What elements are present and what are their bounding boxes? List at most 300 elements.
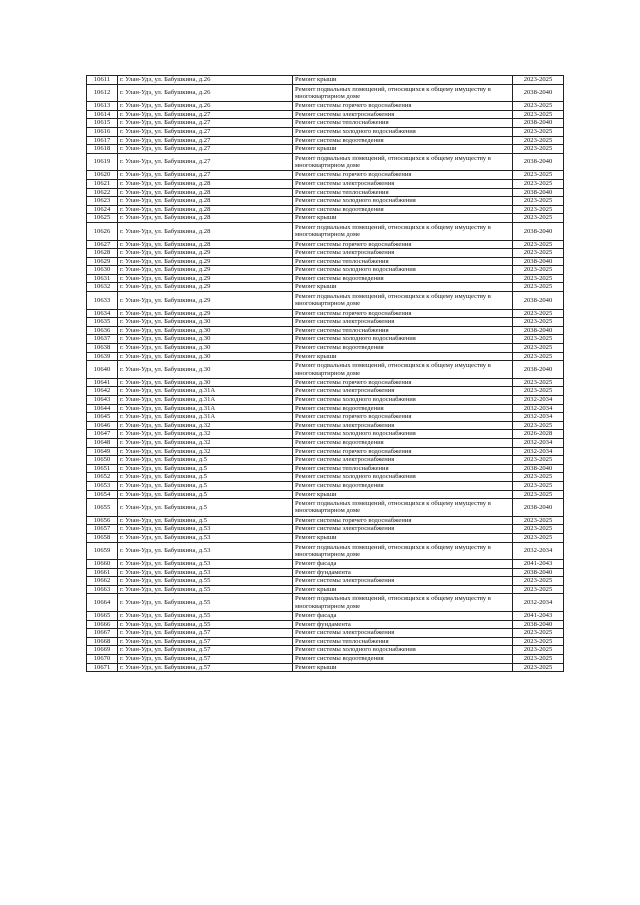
row-address: г. Улан-Удэ, ул. Бабушкина, д.27 (118, 171, 293, 180)
row-number: 10663 (87, 585, 118, 594)
row-number: 10651 (87, 464, 118, 473)
row-work-type: Ремонт крыши (293, 352, 513, 361)
row-address: г. Улан-Удэ, ул. Бабушкина, д.26 (118, 76, 293, 85)
row-number: 10666 (87, 620, 118, 629)
row-period: 2023-2025 (513, 76, 564, 85)
row-address: г. Улан-Удэ, ул. Бабушкина, д.28 (118, 214, 293, 223)
row-number: 10661 (87, 568, 118, 577)
row-number: 10670 (87, 655, 118, 664)
table-row (87, 344, 564, 353)
row-period: 2023-2025 (513, 481, 564, 490)
row-work-type: Ремонт системы холодного водоснабжения (293, 127, 513, 136)
row-work-type: Ремонт подвальных помещений, относящихся к общему имуществу в многоквартирном доме (293, 292, 513, 310)
table-row (87, 438, 564, 447)
row-work-type: Ремонт системы водоотведения (293, 274, 513, 283)
row-work-type: Ремонт фасада (293, 612, 513, 621)
row-work-type: Ремонт системы холодного водоснабжения (293, 197, 513, 206)
row-period: 2038-2040 (513, 257, 564, 266)
row-work-type: Ремонт системы теплоснабжения (293, 326, 513, 335)
row-period: 2023-2025 (513, 473, 564, 482)
row-address: г. Улан-Удэ, ул. Бабушкина, д.53 (118, 568, 293, 577)
row-number: 10612 (87, 84, 118, 102)
row-number: 10654 (87, 490, 118, 499)
row-work-type: Ремонт крыши (293, 533, 513, 542)
table-row (87, 499, 564, 517)
table-row (87, 110, 564, 119)
row-address: г. Улан-Удэ, ул. Бабушкина, д.29 (118, 274, 293, 283)
table-row (87, 620, 564, 629)
row-address: г. Улан-Удэ, ул. Бабушкина, д.5 (118, 456, 293, 465)
row-address: г. Улан-Удэ, ул. Бабушкина, д.55 (118, 594, 293, 612)
table-row (87, 257, 564, 266)
table-row (87, 430, 564, 439)
row-number: 10641 (87, 378, 118, 387)
row-work-type: Ремонт системы теплоснабжения (293, 188, 513, 197)
row-work-type: Ремонт фундамента (293, 568, 513, 577)
row-period: 2032-2034 (513, 594, 564, 612)
row-period: 2023-2025 (513, 585, 564, 594)
row-number: 10638 (87, 344, 118, 353)
row-work-type: Ремонт системы электроснабжения (293, 318, 513, 327)
row-work-type: Ремонт системы электроснабжения (293, 577, 513, 586)
row-address: г. Улан-Удэ, ул. Бабушкина, д.28 (118, 188, 293, 197)
row-work-type: Ремонт крыши (293, 585, 513, 594)
row-number: 10646 (87, 421, 118, 430)
row-number: 10630 (87, 266, 118, 275)
table-row (87, 352, 564, 361)
row-address: г. Улан-Удэ, ул. Бабушкина, д.29 (118, 309, 293, 318)
row-work-type: Ремонт системы холодного водоснабжения (293, 335, 513, 344)
row-address: г. Улан-Удэ, ул. Бабушкина, д.30 (118, 335, 293, 344)
table-row (87, 335, 564, 344)
row-number: 10664 (87, 594, 118, 612)
row-period: 2032-2034 (513, 438, 564, 447)
row-address: г. Улан-Удэ, ул. Бабушкина, д.27 (118, 119, 293, 128)
row-address: г. Улан-Удэ, ул. Бабушкина, д.29 (118, 283, 293, 292)
row-period: 2023-2025 (513, 387, 564, 396)
row-work-type: Ремонт системы холодного водоснабжения (293, 430, 513, 439)
row-work-type: Ремонт системы горячего водоснабжения (293, 309, 513, 318)
row-address: г. Улан-Удэ, ул. Бабушкина, д.26 (118, 102, 293, 111)
row-address: г. Улан-Удэ, ул. Бабушкина, д.5 (118, 490, 293, 499)
row-period: 2023-2025 (513, 274, 564, 283)
row-period: 2023-2025 (513, 516, 564, 525)
row-address: г. Улан-Удэ, ул. Бабушкина, д.55 (118, 577, 293, 586)
row-work-type: Ремонт системы теплоснабжения (293, 464, 513, 473)
row-period: 2038-2040 (513, 568, 564, 577)
row-number: 10618 (87, 145, 118, 154)
row-period: 2023-2025 (513, 335, 564, 344)
row-address: г. Улан-Удэ, ул. Бабушкина, д.32 (118, 421, 293, 430)
row-work-type: Ремонт системы электроснабжения (293, 387, 513, 396)
table-row (87, 421, 564, 430)
row-address: г. Улан-Удэ, ул. Бабушкина, д.28 (118, 205, 293, 214)
row-period: 2023-2025 (513, 179, 564, 188)
row-period: 2023-2025 (513, 240, 564, 249)
table-row (87, 292, 564, 310)
row-period: 2023-2025 (513, 309, 564, 318)
row-work-type: Ремонт системы электроснабжения (293, 249, 513, 258)
row-number: 10662 (87, 577, 118, 586)
row-number: 10627 (87, 240, 118, 249)
table-row (87, 464, 564, 473)
row-work-type: Ремонт системы холодного водоснабжения (293, 396, 513, 405)
row-number: 10657 (87, 525, 118, 534)
row-work-type: Ремонт подвальных помещений, относящихся к общему имуществу в многоквартирном доме (293, 542, 513, 560)
row-number: 10616 (87, 127, 118, 136)
row-work-type: Ремонт системы электроснабжения (293, 110, 513, 119)
table-row (87, 179, 564, 188)
row-work-type: Ремонт подвальных помещений, относящихся к общему имуществу в многоквартирном доме (293, 84, 513, 102)
row-period: 2023-2025 (513, 344, 564, 353)
row-period: 2023-2025 (513, 102, 564, 111)
row-work-type: Ремонт системы холодного водоснабжения (293, 266, 513, 275)
row-work-type: Ремонт системы горячего водоснабжения (293, 240, 513, 249)
row-work-type: Ремонт крыши (293, 76, 513, 85)
row-work-type: Ремонт системы горячего водоснабжения (293, 447, 513, 456)
table-row (87, 447, 564, 456)
row-period: 2023-2025 (513, 136, 564, 145)
row-address: г. Улан-Удэ, ул. Бабушкина, д.53 (118, 533, 293, 542)
row-number: 10613 (87, 102, 118, 111)
table-row (87, 188, 564, 197)
table-row (87, 516, 564, 525)
table-row (87, 637, 564, 646)
table-row (87, 490, 564, 499)
row-address: г. Улан-Удэ, ул. Бабушкина, д.28 (118, 197, 293, 206)
row-address: г. Улан-Удэ, ул. Бабушкина, д.27 (118, 153, 293, 171)
table-row (87, 404, 564, 413)
table-row (87, 533, 564, 542)
row-number: 10611 (87, 76, 118, 85)
row-address: г. Улан-Удэ, ул. Бабушкина, д.30 (118, 352, 293, 361)
row-period: 2023-2025 (513, 456, 564, 465)
row-number: 10653 (87, 481, 118, 490)
row-address: г. Улан-Удэ, ул. Бабушкина, д.57 (118, 663, 293, 672)
row-work-type: Ремонт системы горячего водоснабжения (293, 102, 513, 111)
row-number: 10624 (87, 205, 118, 214)
row-address: г. Улан-Удэ, ул. Бабушкина, д.55 (118, 585, 293, 594)
row-number: 10640 (87, 361, 118, 379)
row-address: г. Улан-Удэ, ул. Бабушкина, д.32 (118, 438, 293, 447)
row-period: 2026-2028 (513, 430, 564, 439)
row-work-type: Ремонт системы горячего водоснабжения (293, 378, 513, 387)
row-period: 2023-2025 (513, 145, 564, 154)
row-number: 10636 (87, 326, 118, 335)
row-address: г. Улан-Удэ, ул. Бабушкина, д.32 (118, 430, 293, 439)
table-row (87, 663, 564, 672)
row-work-type: Ремонт системы водоотведения (293, 344, 513, 353)
row-address: г. Улан-Удэ, ул. Бабушкина, д.29 (118, 249, 293, 258)
row-number: 10631 (87, 274, 118, 283)
table-row (87, 249, 564, 258)
row-period: 2032-2034 (513, 413, 564, 422)
table-row (87, 102, 564, 111)
row-number: 10629 (87, 257, 118, 266)
row-number: 10621 (87, 179, 118, 188)
row-work-type: Ремонт крыши (293, 145, 513, 154)
table-row (87, 309, 564, 318)
row-work-type: Ремонт системы электроснабжения (293, 525, 513, 534)
row-address: г. Улан-Удэ, ул. Бабушкина, д.5 (118, 481, 293, 490)
row-work-type: Ремонт системы электроснабжения (293, 179, 513, 188)
row-work-type: Ремонт подвальных помещений, относящихся к общему имуществу в многоквартирном доме (293, 153, 513, 171)
table-row (87, 197, 564, 206)
table-row (87, 214, 564, 223)
row-period: 2023-2025 (513, 352, 564, 361)
row-address: г. Улан-Удэ, ул. Бабушкина, д.32 (118, 447, 293, 456)
row-work-type: Ремонт системы горячего водоснабжения (293, 171, 513, 180)
row-address: г. Улан-Удэ, ул. Бабушкина, д.29 (118, 266, 293, 275)
table-body (87, 76, 564, 672)
table-row (87, 568, 564, 577)
row-address: г. Улан-Удэ, ул. Бабушкина, д.30 (118, 318, 293, 327)
row-address: г. Улан-Удэ, ул. Бабушкина, д.28 (118, 222, 293, 240)
row-work-type: Ремонт системы водоотведения (293, 481, 513, 490)
row-number: 10626 (87, 222, 118, 240)
row-period: 2023-2025 (513, 629, 564, 638)
row-period: 2023-2025 (513, 205, 564, 214)
row-number: 10623 (87, 197, 118, 206)
row-period: 2038-2040 (513, 361, 564, 379)
table-row (87, 577, 564, 586)
row-address: г. Улан-Удэ, ул. Бабушкина, д.27 (118, 136, 293, 145)
row-number: 10644 (87, 404, 118, 413)
row-period: 2023-2025 (513, 421, 564, 430)
row-address: г. Улан-Удэ, ул. Бабушкина, д.29 (118, 292, 293, 310)
row-address: г. Улан-Удэ, ул. Бабушкина, д.57 (118, 637, 293, 646)
row-period: 2038-2040 (513, 464, 564, 473)
row-period: 2038-2040 (513, 119, 564, 128)
table-row (87, 456, 564, 465)
row-period: 2023-2025 (513, 378, 564, 387)
row-address: г. Улан-Удэ, ул. Бабушкина, д.55 (118, 620, 293, 629)
row-number: 10637 (87, 335, 118, 344)
row-period: 2023-2025 (513, 110, 564, 119)
row-address: г. Улан-Удэ, ул. Бабушкина, д.27 (118, 127, 293, 136)
table-row (87, 387, 564, 396)
row-number: 10671 (87, 663, 118, 672)
row-number: 10633 (87, 292, 118, 310)
row-work-type: Ремонт системы горячего водоснабжения (293, 413, 513, 422)
row-address: г. Улан-Удэ, ул. Бабушкина, д.27 (118, 145, 293, 154)
row-period: 2023-2025 (513, 533, 564, 542)
table-row (87, 525, 564, 534)
row-number: 10617 (87, 136, 118, 145)
row-period: 2023-2025 (513, 646, 564, 655)
table-row (87, 542, 564, 560)
row-period: 2023-2025 (513, 283, 564, 292)
row-period: 2041-2043 (513, 560, 564, 569)
row-period: 2041-2043 (513, 612, 564, 621)
row-period: 2038-2040 (513, 153, 564, 171)
row-number: 10620 (87, 171, 118, 180)
row-work-type: Ремонт крыши (293, 490, 513, 499)
row-number: 10645 (87, 413, 118, 422)
table-row (87, 655, 564, 664)
row-address: г. Улан-Удэ, ул. Бабушкина, д.5 (118, 499, 293, 517)
table-row (87, 594, 564, 612)
row-work-type: Ремонт крыши (293, 214, 513, 223)
row-work-type: Ремонт системы водоотведения (293, 655, 513, 664)
row-period: 2038-2040 (513, 292, 564, 310)
row-period: 2038-2040 (513, 84, 564, 102)
row-address: г. Улан-Удэ, ул. Бабушкина, д.29 (118, 257, 293, 266)
row-period: 2038-2040 (513, 326, 564, 335)
row-period: 2023-2025 (513, 171, 564, 180)
table-row (87, 413, 564, 422)
row-period: 2038-2040 (513, 499, 564, 517)
row-address: г. Улан-Удэ, ул. Бабушкина, д.30 (118, 378, 293, 387)
table-row (87, 222, 564, 240)
table-row (87, 205, 564, 214)
row-period: 2023-2025 (513, 214, 564, 223)
row-period: 2023-2025 (513, 127, 564, 136)
row-period: 2023-2025 (513, 197, 564, 206)
table-row (87, 274, 564, 283)
row-work-type: Ремонт системы холодного водоснабжения (293, 646, 513, 655)
row-period: 2038-2040 (513, 222, 564, 240)
row-number: 10668 (87, 637, 118, 646)
row-period: 2032-2034 (513, 396, 564, 405)
row-address: г. Улан-Удэ, ул. Бабушкина, д.30 (118, 344, 293, 353)
table-row (87, 84, 564, 102)
row-number: 10649 (87, 447, 118, 456)
table-row (87, 473, 564, 482)
row-address: г. Улан-Удэ, ул. Бабушкина, д.5 (118, 473, 293, 482)
row-number: 10642 (87, 387, 118, 396)
row-number: 10656 (87, 516, 118, 525)
row-number: 10669 (87, 646, 118, 655)
row-number: 10628 (87, 249, 118, 258)
row-work-type: Ремонт системы теплоснабжения (293, 637, 513, 646)
row-number: 10635 (87, 318, 118, 327)
row-number: 10658 (87, 533, 118, 542)
row-period: 2032-2034 (513, 447, 564, 456)
table-row (87, 240, 564, 249)
row-period: 2038-2040 (513, 620, 564, 629)
row-work-type: Ремонт крыши (293, 663, 513, 672)
row-address: г. Улан-Удэ, ул. Бабушкина, д.26 (118, 84, 293, 102)
row-address: г. Улан-Удэ, ул. Бабушкина, д.53 (118, 542, 293, 560)
table-row (87, 171, 564, 180)
row-number: 10619 (87, 153, 118, 171)
row-number: 10614 (87, 110, 118, 119)
repair-schedule-table (86, 75, 564, 672)
row-work-type: Ремонт системы водоотведения (293, 438, 513, 447)
table-row (87, 378, 564, 387)
table-row (87, 326, 564, 335)
row-work-type: Ремонт системы электроснабжения (293, 421, 513, 430)
table-row (87, 266, 564, 275)
table-row (87, 145, 564, 154)
row-work-type: Ремонт системы водоотведения (293, 136, 513, 145)
row-address: г. Улан-Удэ, ул. Бабушкина, д.30 (118, 326, 293, 335)
row-work-type: Ремонт системы электроснабжения (293, 456, 513, 465)
row-period: 2023-2025 (513, 637, 564, 646)
row-period: 2038-2040 (513, 188, 564, 197)
table-row (87, 629, 564, 638)
table-row (87, 585, 564, 594)
row-number: 10648 (87, 438, 118, 447)
table-row (87, 481, 564, 490)
table-row (87, 560, 564, 569)
row-work-type: Ремонт фасада (293, 560, 513, 569)
table-row (87, 612, 564, 621)
row-number: 10655 (87, 499, 118, 517)
row-work-type: Ремонт системы горячего водоснабжения (293, 516, 513, 525)
row-address: г. Улан-Удэ, ул. Бабушкина, д.28 (118, 179, 293, 188)
document-page (86, 75, 551, 672)
row-work-type: Ремонт системы теплоснабжения (293, 257, 513, 266)
row-address: г. Улан-Удэ, ул. Бабушкина, д.53 (118, 560, 293, 569)
table-row (87, 127, 564, 136)
row-address: г. Улан-Удэ, ул. Бабушкина, д.5 (118, 516, 293, 525)
row-period: 2023-2025 (513, 577, 564, 586)
row-work-type: Ремонт системы водоотведения (293, 404, 513, 413)
row-work-type: Ремонт подвальных помещений, относящихся к общему имуществу в многоквартирном доме (293, 594, 513, 612)
row-period: 2032-2034 (513, 542, 564, 560)
row-work-type: Ремонт системы холодного водоснабжения (293, 473, 513, 482)
row-address: г. Улан-Удэ, ул. Бабушкина, д.57 (118, 629, 293, 638)
row-period: 2023-2025 (513, 525, 564, 534)
row-address: г. Улан-Удэ, ул. Бабушкина, д.31А (118, 387, 293, 396)
row-number: 10639 (87, 352, 118, 361)
table-row (87, 283, 564, 292)
row-work-type: Ремонт крыши (293, 283, 513, 292)
row-work-type: Ремонт системы электроснабжения (293, 629, 513, 638)
row-period: 2032-2034 (513, 404, 564, 413)
row-period: 2023-2025 (513, 318, 564, 327)
row-number: 10632 (87, 283, 118, 292)
row-address: г. Улан-Удэ, ул. Бабушкина, д.28 (118, 240, 293, 249)
row-address: г. Улан-Удэ, ул. Бабушкина, д.27 (118, 110, 293, 119)
row-address: г. Улан-Удэ, ул. Бабушкина, д.5 (118, 464, 293, 473)
row-address: г. Улан-Удэ, ул. Бабушкина, д.30 (118, 361, 293, 379)
row-work-type: Ремонт подвальных помещений, относящихся к общему имуществу в многоквартирном доме (293, 499, 513, 517)
row-address: г. Улан-Удэ, ул. Бабушкина, д.55 (118, 612, 293, 621)
table-row (87, 396, 564, 405)
row-number: 10650 (87, 456, 118, 465)
table-row (87, 361, 564, 379)
row-address: г. Улан-Удэ, ул. Бабушкина, д.31А (118, 404, 293, 413)
row-period: 2023-2025 (513, 249, 564, 258)
table-row (87, 136, 564, 145)
row-address: г. Улан-Удэ, ул. Бабушкина, д.57 (118, 655, 293, 664)
table-row (87, 646, 564, 655)
row-work-type: Ремонт подвальных помещений, относящихся к общему имуществу в многоквартирном доме (293, 222, 513, 240)
row-number: 10625 (87, 214, 118, 223)
row-number: 10667 (87, 629, 118, 638)
table-row (87, 153, 564, 171)
row-period: 2023-2025 (513, 490, 564, 499)
row-number: 10634 (87, 309, 118, 318)
row-number: 10643 (87, 396, 118, 405)
row-period: 2023-2025 (513, 266, 564, 275)
row-work-type: Ремонт системы теплоснабжения (293, 119, 513, 128)
row-number: 10652 (87, 473, 118, 482)
row-period: 2023-2025 (513, 655, 564, 664)
table-row (87, 318, 564, 327)
row-address: г. Улан-Удэ, ул. Бабушкина, д.53 (118, 525, 293, 534)
table-row (87, 119, 564, 128)
row-address: г. Улан-Удэ, ул. Бабушкина, д.31А (118, 413, 293, 422)
row-address: г. Улан-Удэ, ул. Бабушкина, д.31А (118, 396, 293, 405)
row-number: 10659 (87, 542, 118, 560)
row-work-type: Ремонт системы водоотведения (293, 205, 513, 214)
row-work-type: Ремонт подвальных помещений, относящихся к общему имуществу в многоквартирном доме (293, 361, 513, 379)
row-number: 10647 (87, 430, 118, 439)
